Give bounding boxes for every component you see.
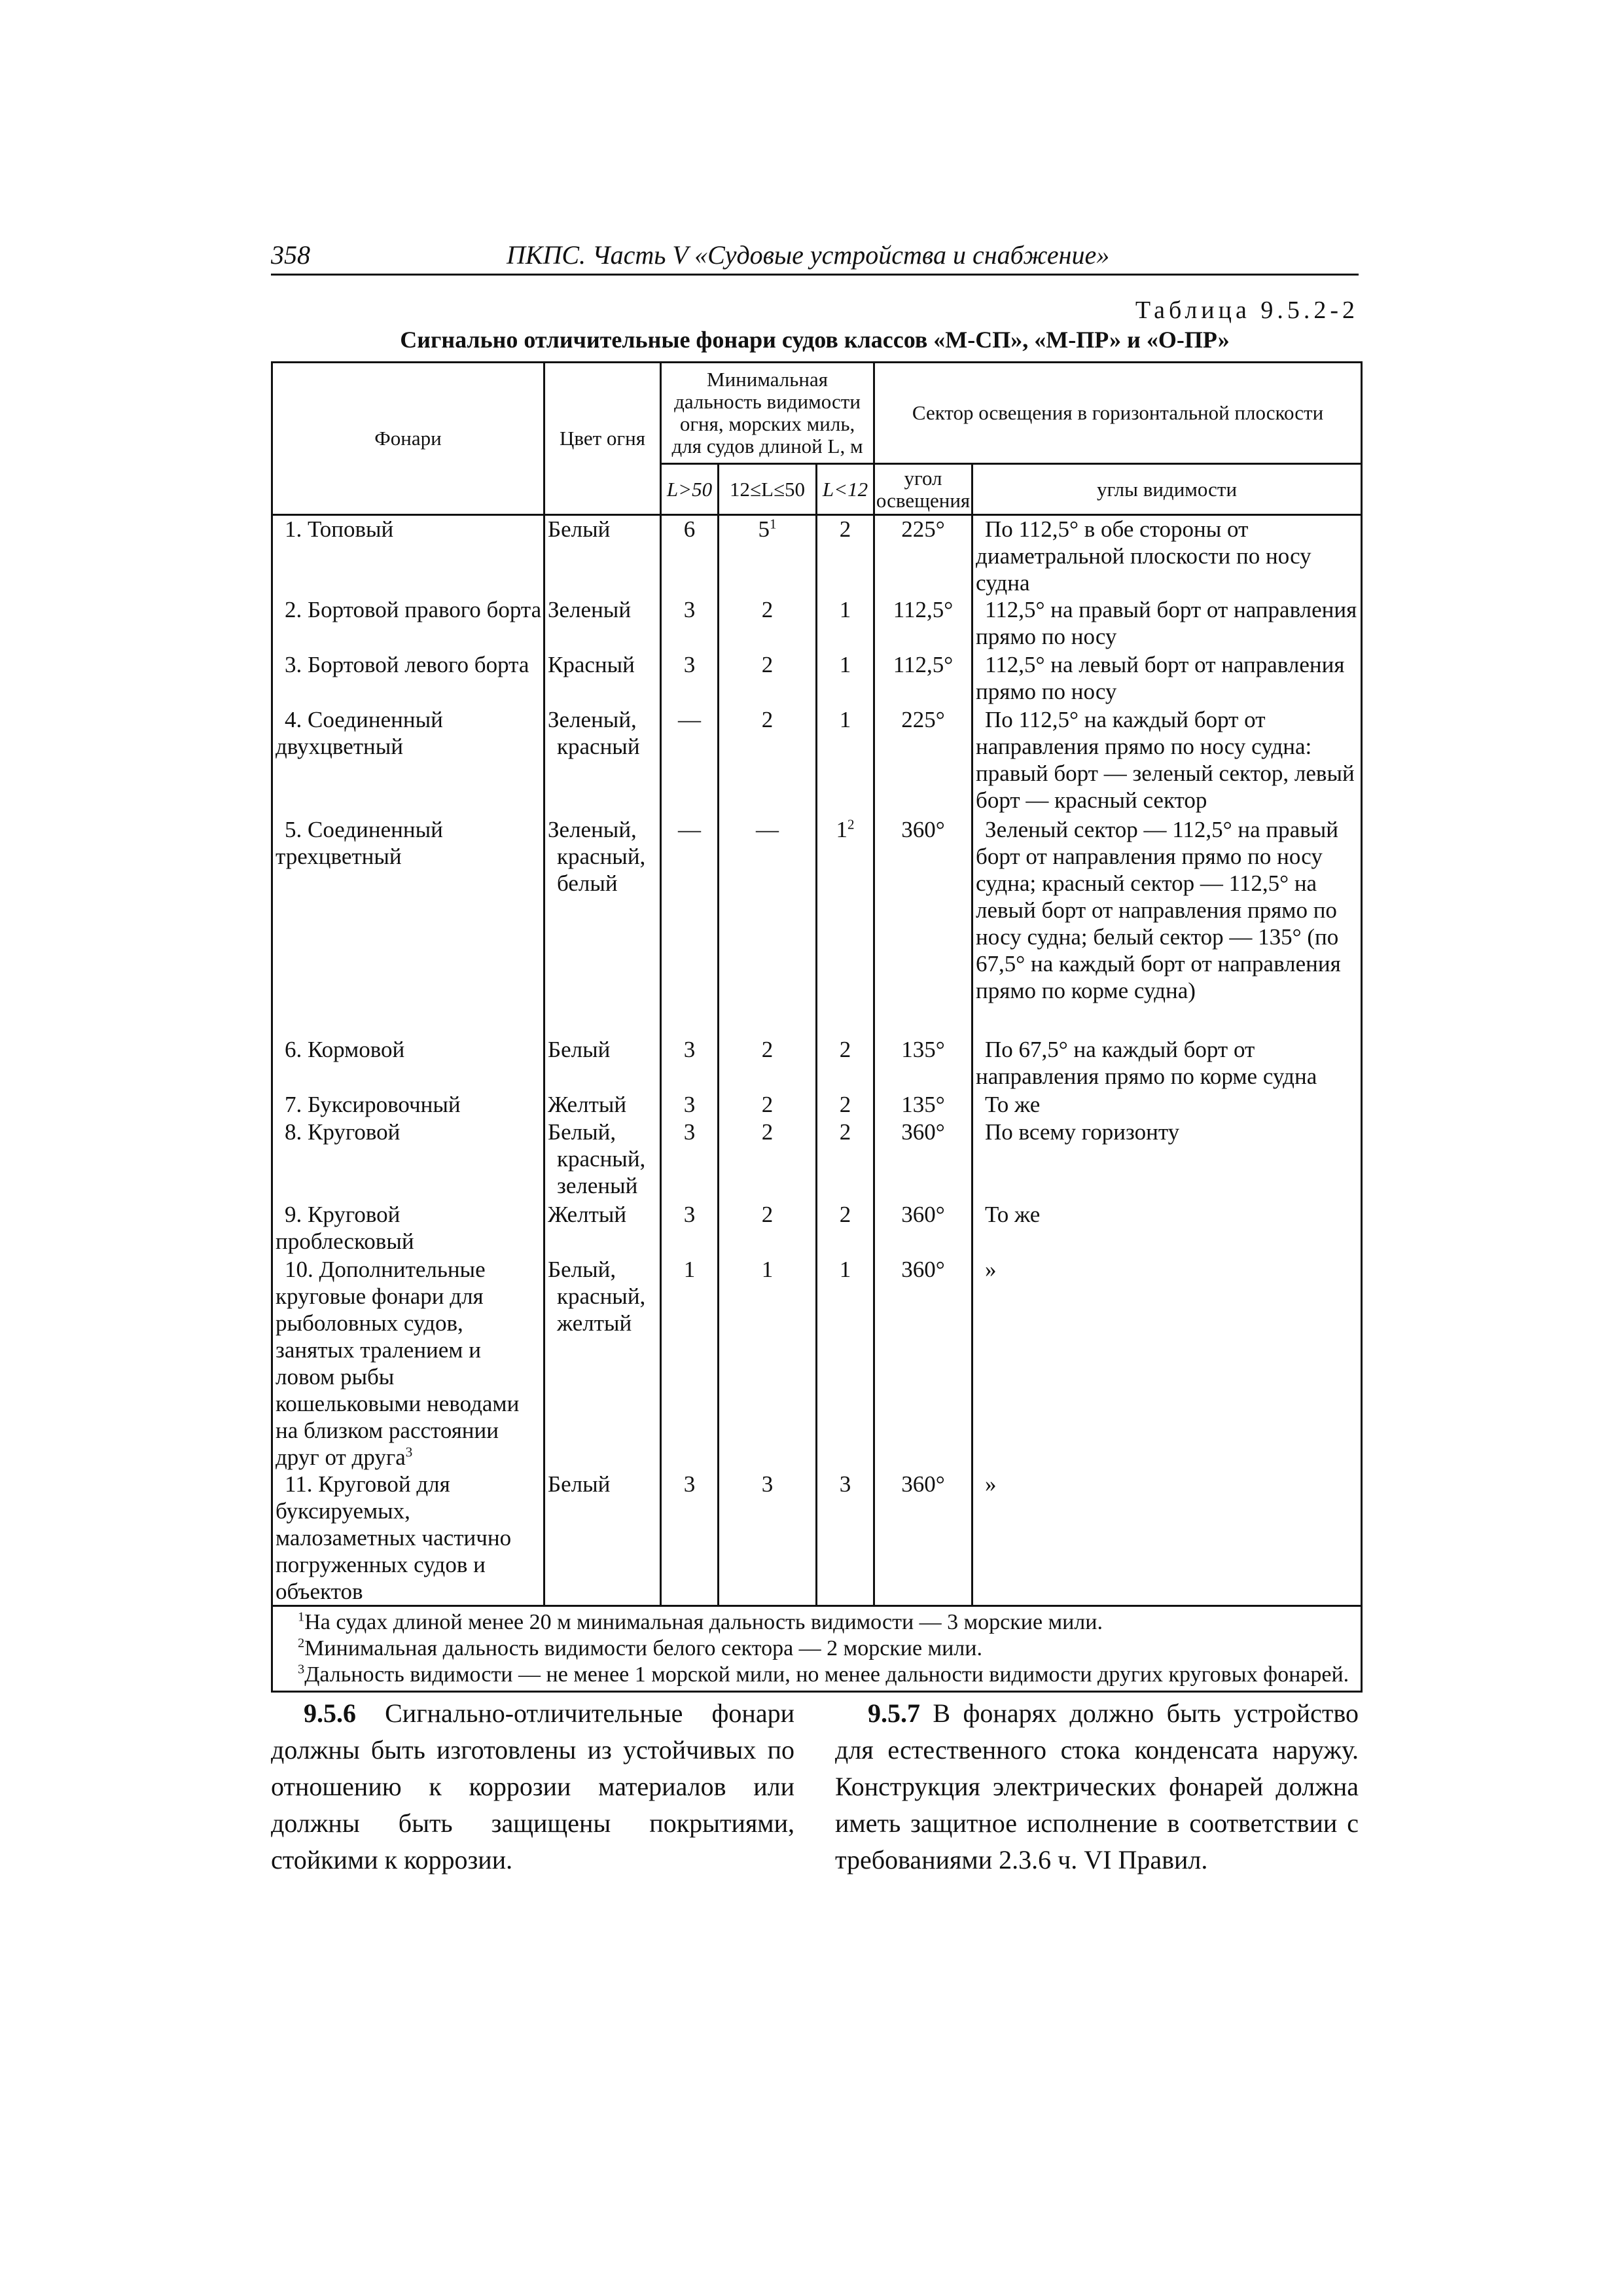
range-large: 3 (661, 1201, 719, 1256)
range-mid: 2 (719, 1091, 817, 1119)
range-mid: 2 (719, 706, 817, 816)
sector-angle: 360° (874, 816, 972, 1036)
light-name: 10. Дополнительные круговые фонари для рыболовных судов, занятых тралением и ловом рыбы кошельковыми неводами на близком расстоянии друг от друга$^3$ (272, 1256, 544, 1471)
visibility-angles: По всему горизонту (972, 1119, 1362, 1201)
visibility-angles: По 112,5° в обе стороны от диаметральной плоскости по носу судна (972, 515, 1362, 597)
light-name: 1. Топовый (272, 515, 544, 597)
header-sector-visibility: углы видимости (972, 464, 1362, 515)
sector-angle: 360° (874, 1471, 972, 1606)
table-row (272, 596, 1362, 651)
range-large: 3 (661, 596, 719, 651)
visibility-angles: 112,5° на правый борт от направления прямо по носу (972, 596, 1362, 651)
range-large: 3 (661, 1091, 719, 1119)
range-small: 2 (817, 1036, 874, 1091)
light-color: Белый, красный, зеленый (544, 1119, 661, 1201)
table-notes-row (272, 1606, 1362, 1692)
range-mid: 3 (719, 1471, 817, 1606)
light-name: 6. Кормовой (272, 1036, 544, 1091)
range-small: $1^2$ (817, 816, 874, 1036)
visibility-angles: 112,5° на левый борт от направления прямо по носу (972, 651, 1362, 706)
header-range: Минимальная дальность видимости огня, морских миль, для судов длиной L, м (661, 363, 874, 464)
visibility-angles: » (972, 1471, 1362, 1606)
light-name: 7. Буксировочный (272, 1091, 544, 1119)
paragraph-text: В фонарях должно быть устройство для естественного стока конденсата наружу. Конструкция электрических фонарей должна иметь защитное исполнение в соответствии с требованиями 2.3.6 ч. VI Правил. (835, 1698, 1359, 1874)
visibility-angles: Зеленый сектор — 112,5° на правый борт от направления прямо по носу судна; красный сектор — 112,5° на левый борт от направления прямо по носу судна; белый сектор — 135° (по 67,5° на каждый борт от направления прямо по корме судна) (972, 816, 1362, 1036)
range-small: 2 (817, 1201, 874, 1256)
footnote-mark: 2 (847, 816, 855, 833)
light-name: 5. Соединенный трехцветный (272, 816, 544, 1036)
light-name: 8. Круговой (272, 1119, 544, 1201)
visibility-angles: По 67,5° на каждый борт от направления прямо по корме судна (972, 1036, 1362, 1091)
range-large: — (661, 816, 719, 1036)
running-header (271, 237, 1359, 276)
light-color: Желтый (544, 1091, 661, 1119)
visibility-angles: То же (972, 1091, 1362, 1119)
visibility-angles: » (972, 1256, 1362, 1471)
footnote-mark: 1 (770, 516, 777, 532)
range-large: 1 (661, 1256, 719, 1471)
table-row (272, 1119, 1362, 1201)
paragraph-text: Сигнально-отличительные фонари должны быть изготовлены из устойчивых по отношению к коррозии материалов или должны быть защищены покрытиями, стойкими к коррозии. (271, 1698, 794, 1874)
light-color: Желтый (544, 1201, 661, 1256)
header-sector-angle: угол освещения (874, 464, 972, 515)
footnote-mark: 3 (405, 1444, 413, 1460)
header-range-l12: L<12 (817, 464, 874, 515)
header-color: Цвет огня (544, 363, 661, 515)
range-mid: 2 (719, 1036, 817, 1091)
header-range-mid: 12≤L≤50 (719, 464, 817, 515)
range-large: 3 (661, 651, 719, 706)
range-small: 1 (817, 706, 874, 816)
light-color: Белый (544, 515, 661, 597)
table-row (272, 651, 1362, 706)
range-mid: 1 (719, 1256, 817, 1471)
range-small: 2 (817, 1091, 874, 1119)
sector-angle: 360° (874, 1256, 972, 1471)
range-mid: 2 (719, 1201, 817, 1256)
light-color: Белый (544, 1471, 661, 1606)
section-number: 9.5.7 (868, 1698, 920, 1728)
running-title: ПКПС. Часть V «Судовые устройства и снабжение» (507, 240, 1110, 270)
light-color: Зеленый (544, 596, 661, 651)
range-small: 2 (817, 515, 874, 597)
range-small: 3 (817, 1471, 874, 1606)
sector-angle: 360° (874, 1119, 972, 1201)
range-large: 3 (661, 1471, 719, 1606)
light-color: Зеленый, красный (544, 706, 661, 816)
range-mid: 2 (719, 596, 817, 651)
table-title: Сигнально отличительные фонари судов классов «М-СП», «М-ПР» и «О-ПР» (400, 327, 1230, 353)
range-large: 3 (661, 1119, 719, 1201)
visibility-angles: По 112,5° на каждый борт от направления прямо по носу судна: правый борт — зеленый сектор, левый борт — красный сектор (972, 706, 1362, 816)
table-note: $^2$Минимальная дальность видимости белого сектора — 2 морские мили. (298, 1636, 982, 1660)
table-row (272, 1036, 1362, 1091)
paragraph-9-5-6 (271, 1695, 794, 1878)
sector-angle: 135° (874, 1036, 972, 1091)
sector-angle: 112,5° (874, 651, 972, 706)
header-range-l50: L>50 (661, 464, 719, 515)
table-note: $^3$Дальность видимости — не менее 1 морской мили, но менее дальности видимости других круговых фонарей. (298, 1662, 1349, 1687)
sector-angle: 112,5° (874, 596, 972, 651)
paragraph-9-5-7 (835, 1695, 1359, 1878)
range-large: 3 (661, 1036, 719, 1091)
table-label: Таблица 9.5.2-2 (1135, 296, 1359, 324)
page-number: 358 (271, 240, 310, 270)
header-sector: Сектор освещения в горизонтальной плоскости (874, 363, 1362, 464)
sector-angle: 225° (874, 515, 972, 597)
header-lights: Фонари (272, 363, 544, 515)
table-row (272, 1091, 1362, 1119)
light-color: Белый, красный, желтый (544, 1256, 661, 1471)
range-small: 1 (817, 1256, 874, 1471)
table-note: $^1$На судах длиной менее 20 м минимальная дальность видимости — 3 морские мили. (298, 1609, 1103, 1634)
table-row (272, 1471, 1362, 1606)
sector-angle: 135° (874, 1091, 972, 1119)
visibility-angles: То же (972, 1201, 1362, 1256)
table-row (272, 1256, 1362, 1471)
light-name: 3. Бортовой левого борта (272, 651, 544, 706)
light-color: Зеленый, красный, белый (544, 816, 661, 1036)
table-row (272, 515, 1362, 597)
light-name: 4. Соединенный двухцветный (272, 706, 544, 816)
range-small: 1 (817, 596, 874, 651)
range-large: 6 (661, 515, 719, 597)
light-color: Красный (544, 651, 661, 706)
range-mid: 2 (719, 1119, 817, 1201)
table-row (272, 816, 1362, 1036)
range-mid: $5^1$ (719, 515, 817, 597)
light-name: 2. Бортовой правого борта (272, 596, 544, 651)
range-mid: — (719, 816, 817, 1036)
table-row (272, 1201, 1362, 1256)
range-large: — (661, 706, 719, 816)
sector-angle: 225° (874, 706, 972, 816)
table-row (272, 706, 1362, 816)
range-small: 1 (817, 651, 874, 706)
section-number: 9.5.6 (304, 1698, 356, 1728)
light-color: Белый (544, 1036, 661, 1091)
range-small: 2 (817, 1119, 874, 1201)
range-mid: 2 (719, 651, 817, 706)
table-notes (272, 1606, 1362, 1692)
lights-table (271, 361, 1363, 1693)
light-name: 11. Круговой для буксируемых, малозаметных частично погруженных судов и объектов (272, 1471, 544, 1606)
light-name: 9. Круговой проблесковый (272, 1201, 544, 1256)
sector-angle: 360° (874, 1201, 972, 1256)
